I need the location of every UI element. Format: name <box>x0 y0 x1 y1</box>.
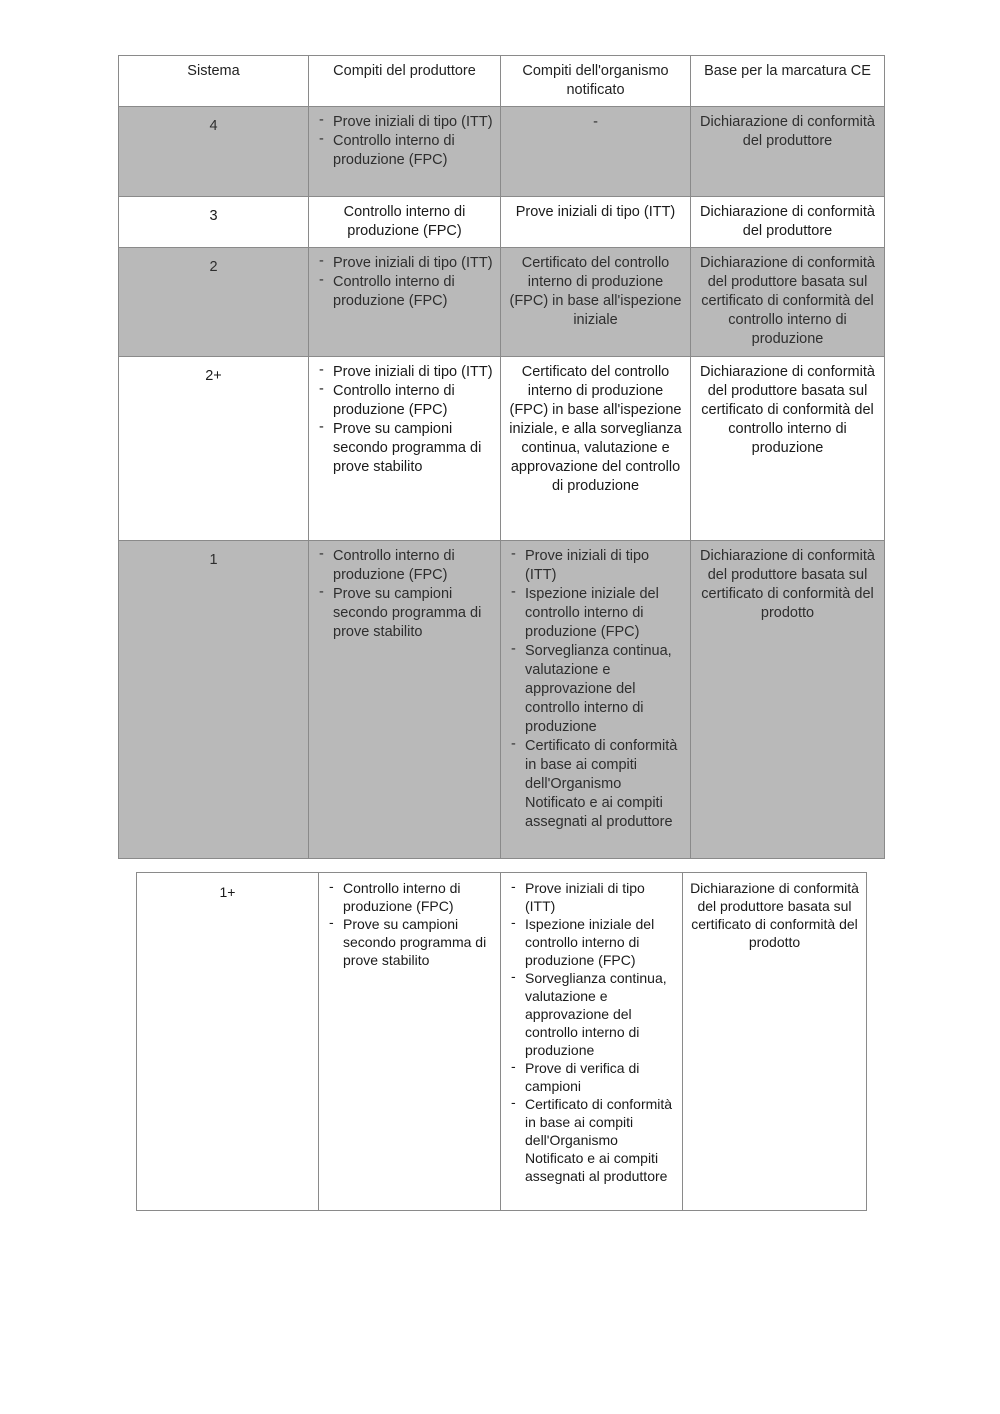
header-producer-tasks: Compiti del produttore <box>309 56 501 107</box>
producer-tasks <box>319 873 501 1211</box>
ce-basis: Dichiarazione di conformità del produttore <box>691 107 885 197</box>
producer-tasks <box>309 107 501 197</box>
list-item: - Prove iniziali di tipo (ITT) <box>507 547 684 585</box>
notified-body-tasks <box>501 873 683 1211</box>
list-item: - Certificato di conformità in base ai compiti dell'Organismo Notificato e ai compiti assegnati al produttore <box>507 1095 676 1185</box>
ce-basis: Dichiarazione di conformità del produttore basata sul certificato di conformità del prodotto <box>683 873 867 1211</box>
ce-basis: Dichiarazione di conformità del produttore basata sul certificato di conformità del controllo interno di produzione <box>691 248 885 357</box>
systems-table <box>118 55 885 859</box>
list-item: - Prove iniziali di tipo (ITT) <box>315 113 494 132</box>
ce-basis: Dichiarazione di conformità del produttore basata sul certificato di conformità del prodotto <box>691 541 885 859</box>
producer-task-list <box>315 113 494 170</box>
notified-body-tasks: - <box>501 107 691 197</box>
system-label: 1+ <box>137 873 319 1211</box>
header-ce-basis: Base per la marcatura CE <box>691 56 885 107</box>
system-label: 1 <box>119 541 309 859</box>
list-item: - Controllo interno di produzione (FPC) <box>315 547 494 585</box>
notified-body-task-list <box>507 879 676 1185</box>
table-row-system-2-plus <box>119 357 885 541</box>
notified-body-tasks <box>501 541 691 859</box>
system-label: 2+ <box>119 357 309 541</box>
list-item: - Certificato di conformità in base ai compiti dell'Organismo Notificato e ai compiti assegnati al produttore <box>507 737 684 832</box>
systems-table-continuation <box>136 872 867 1211</box>
list-item: - Prove di verifica di campioni <box>507 1059 676 1095</box>
header-sistema: Sistema <box>119 56 309 107</box>
header-notified-body-tasks: Compiti dell'organismo notificato <box>501 56 691 107</box>
notified-body-tasks: Certificato del controllo interno di produzione (FPC) in base all'ispezione iniziale <box>501 248 691 357</box>
producer-tasks <box>309 357 501 541</box>
table-row-system-2 <box>119 248 885 357</box>
table-row-system-4 <box>119 107 885 197</box>
list-item: - Prove iniziali di tipo (ITT) <box>315 363 494 382</box>
system-label: 3 <box>119 197 309 248</box>
list-item: - Ispezione iniziale del controllo interno di produzione (FPC) <box>507 915 676 969</box>
producer-tasks <box>309 248 501 357</box>
table-row-system-3 <box>119 197 885 248</box>
list-item: - Controllo interno di produzione (FPC) <box>315 382 494 420</box>
table-row-system-1 <box>119 541 885 859</box>
notified-body-tasks: Certificato del controllo interno di produzione (FPC) in base all'ispezione iniziale, e alla sorveglianza continua, valutazione e approvazione del controllo di produzione <box>501 357 691 541</box>
producer-task-list <box>325 879 494 969</box>
list-item: - Ispezione iniziale del controllo interno di produzione (FPC) <box>507 585 684 642</box>
producer-tasks <box>309 541 501 859</box>
ce-basis: Dichiarazione di conformità del produttore <box>691 197 885 248</box>
producer-task-list <box>315 363 494 477</box>
list-item: - Controllo interno di produzione (FPC) <box>325 879 494 915</box>
producer-tasks: Controllo interno di produzione (FPC) <box>309 197 501 248</box>
list-item: - Prove su campioni secondo programma di prove stabilito <box>315 420 494 477</box>
notified-body-task-list <box>507 547 684 832</box>
table-header-row <box>119 56 885 107</box>
list-item: - Prove iniziali di tipo (ITT) <box>315 254 494 273</box>
producer-task-list <box>315 547 494 642</box>
producer-task-list <box>315 254 494 311</box>
system-label: 2 <box>119 248 309 357</box>
notified-body-tasks: Prove iniziali di tipo (ITT) <box>501 197 691 248</box>
ce-basis: Dichiarazione di conformità del produttore basata sul certificato di conformità del controllo interno di produzione <box>691 357 885 541</box>
list-item: - Prove iniziali di tipo (ITT) <box>507 879 676 915</box>
system-label: 4 <box>119 107 309 197</box>
list-item: - Controllo interno di produzione (FPC) <box>315 273 494 311</box>
list-item: - Controllo interno di produzione (FPC) <box>315 132 494 170</box>
table-row-system-1-plus <box>137 873 867 1211</box>
list-item: - Sorveglianza continua, valutazione e approvazione del controllo interno di produzione <box>507 969 676 1059</box>
list-item: - Prove su campioni secondo programma di prove stabilito <box>325 915 494 969</box>
list-item: - Prove su campioni secondo programma di prove stabilito <box>315 585 494 642</box>
list-item: - Sorveglianza continua, valutazione e approvazione del controllo interno di produzione <box>507 642 684 737</box>
